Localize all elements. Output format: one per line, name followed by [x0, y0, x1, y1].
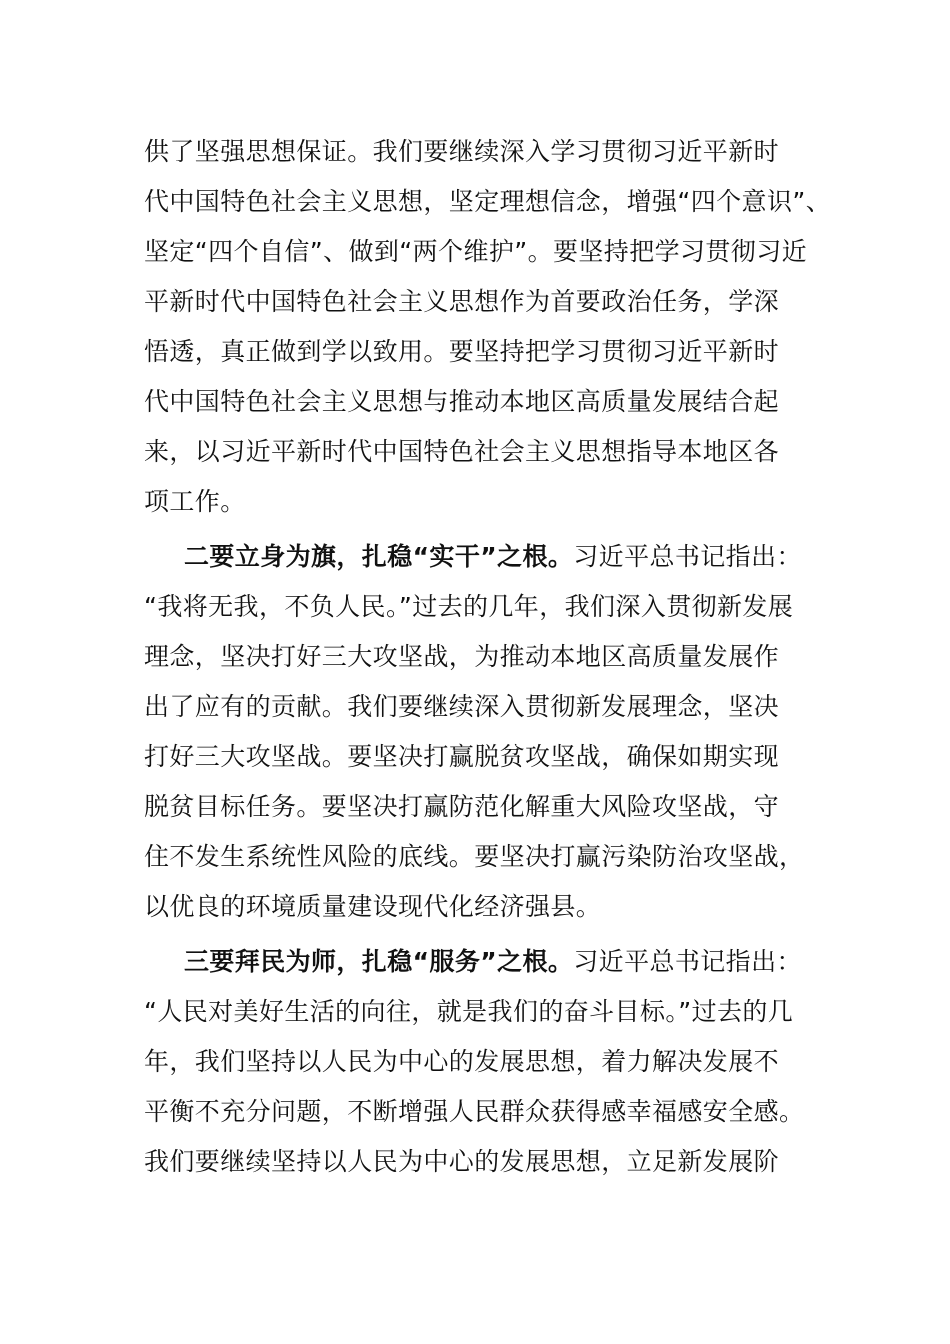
paragraph-1-line-7: 来，以习近平新时代中国特色社会主义思想指导本地区各	[144, 437, 780, 466]
paragraph-2-line-8: 以优良的环境质量建设现代化经济强县。	[144, 892, 602, 921]
paragraph-3-heading: 三要拜民为师，扎稳“服务”之根。	[184, 947, 574, 976]
paragraph-2-line-2: “我将无我，不负人民。”过去的几年，我们深入贯彻新发展	[144, 592, 794, 621]
paragraph-2-heading: 二要立身为旗，扎稳“实干”之根。	[184, 542, 574, 571]
paragraph-3-first-line	[184, 946, 802, 978]
paragraph-2-line-6: 脱贫目标任务。要坚决打赢防范化解重大风险攻坚战，守	[144, 792, 780, 821]
paragraph-1-line-5: 悟透，真正做到学以致用。要坚持把学习贯彻习近平新时	[144, 337, 780, 366]
paragraph-2-line-4: 出了应有的贡献。我们要继续深入贯彻新发展理念，坚决	[144, 692, 780, 721]
paragraph-2-first-line	[184, 541, 802, 573]
paragraph-3-line-4: 平衡不充分问题，不断增强人民群众获得感幸福感安全感。	[144, 1097, 805, 1126]
paragraph-3-line-3: 年，我们坚持以人民为中心的发展思想，着力解决发展不	[144, 1047, 780, 1076]
paragraph-1-line-6: 代中国特色社会主义思想与推动本地区高质量发展结合起	[144, 387, 780, 416]
paragraph-1-line-2: 代中国特色社会主义思想，坚定理想信念，增强“四个意识”、	[144, 187, 832, 216]
paragraph-2-first-rest: 习近平总书记指出：	[573, 542, 802, 571]
paragraph-1-line-4: 平新时代中国特色社会主义思想作为首要政治任务，学深	[144, 287, 780, 316]
paragraph-3-line-5: 我们要继续坚持以人民为中心的发展思想，立足新发展阶	[144, 1147, 780, 1176]
paragraph-3-line-2: “人民对美好生活的向往，就是我们的奋斗目标。”过去的几	[144, 997, 794, 1026]
paragraph-3-first-rest: 习近平总书记指出：	[573, 947, 802, 976]
paragraph-1-line-8: 项工作。	[144, 487, 246, 516]
paragraph-2-line-7: 住不发生系统性风险的底线。要坚决打赢污染防治攻坚战，	[144, 842, 805, 871]
paragraph-2-line-5: 打好三大攻坚战。要坚决打赢脱贫攻坚战，确保如期实现	[144, 742, 780, 771]
paragraph-1-line-3: 坚定“四个自信”、做到“两个维护”。要坚持把学习贯彻习近	[144, 237, 808, 266]
paragraph-2-line-3: 理念，坚决打好三大攻坚战，为推动本地区高质量发展作	[144, 642, 780, 671]
paragraph-1-line-1: 供了坚强思想保证。我们要继续深入学习贯彻习近平新时	[144, 137, 780, 166]
